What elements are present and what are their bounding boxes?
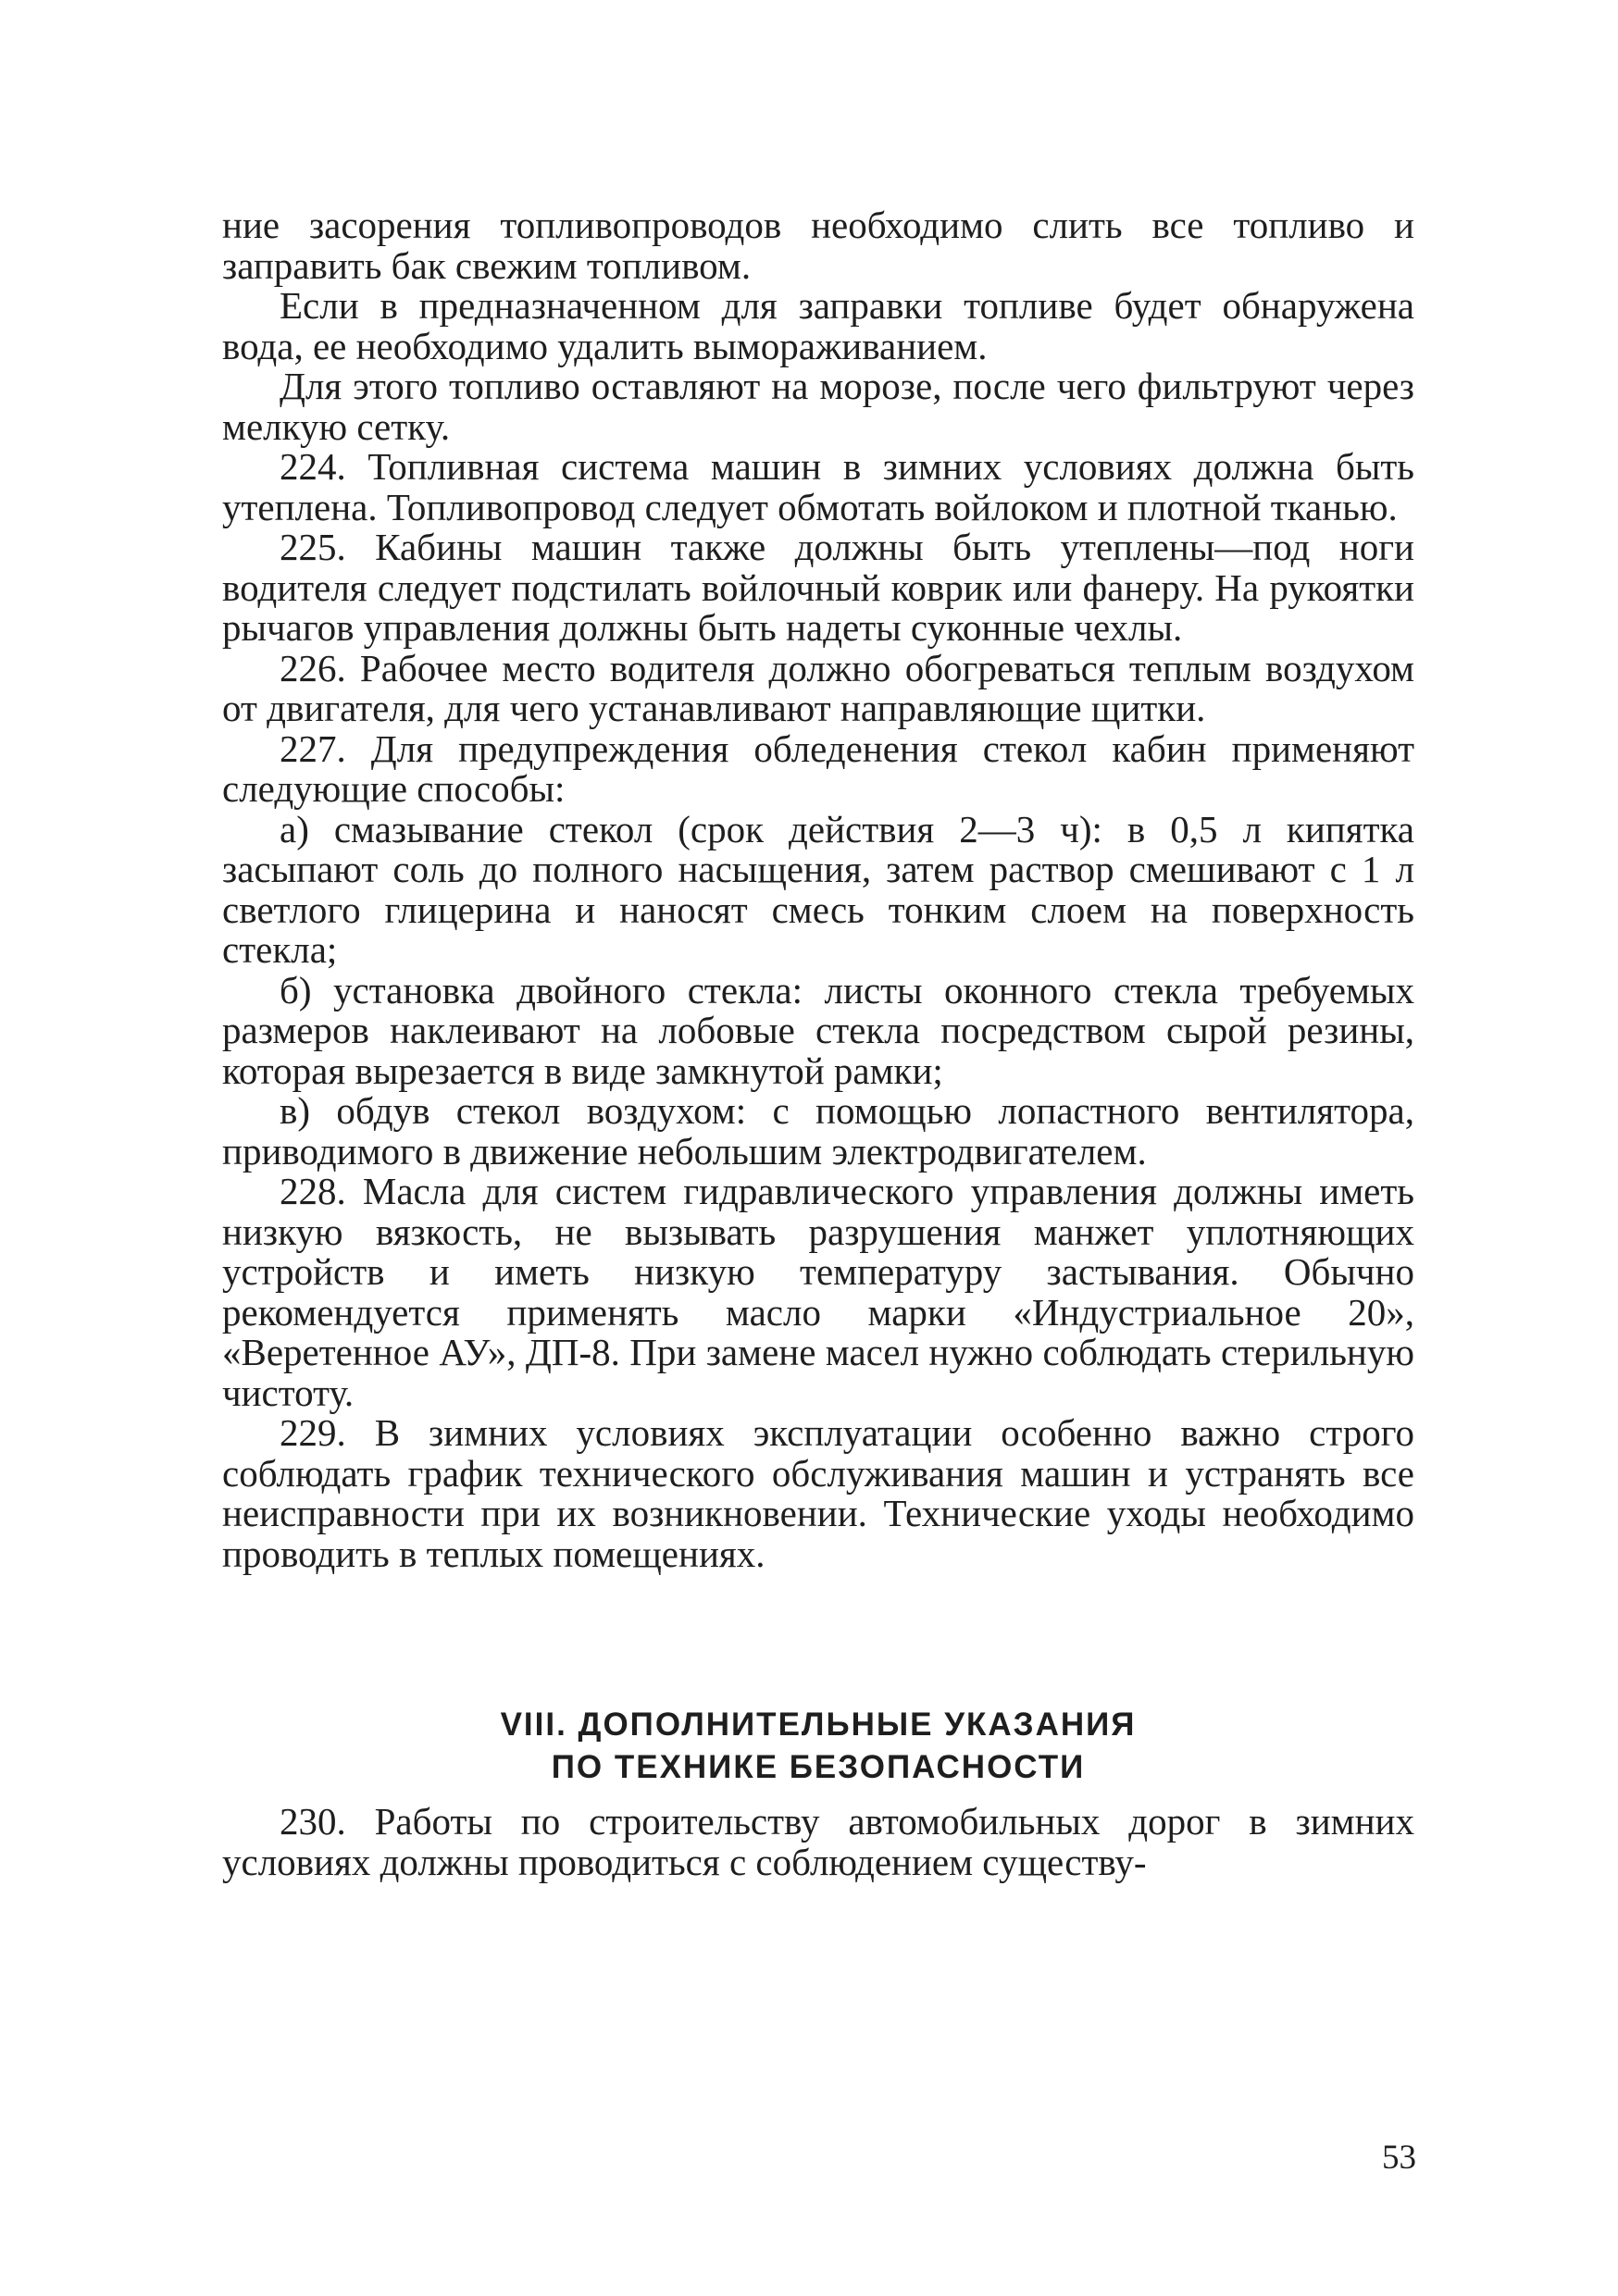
paragraph-225: 225. Кабины машин также должны быть утеплены—под ноги водителя следует подстилать войлочный коврик или фанеру. На рукоятки рычагов управления должны быть надеты суконные чехлы. <box>222 526 1414 649</box>
list-item-b: б) установка двойного стекла: листы оконного стекла требуемых размеров наклеивают на лобовые стекла посредством сырой резины, которая вырезается в виде замкнутой рамки; <box>222 968 1414 1092</box>
paragraph-228: 228. Масла для систем гидравлического управления должны иметь низкую вязкость, не вызывать разрушения манжет уплотняющих устройств и иметь низкую температуру застывания. Обычно рекомендуется применять масло марки «Индустриальное 20», «Веретенное АУ», ДП-8. При замене масел нужно соблюдать стерильную чистоту. <box>222 1170 1414 1414</box>
page-body <box>222 205 1414 1882</box>
paragraph-filtering: Для этого топливо оставляют на морозе, после чего фильтруют через мелкую сетку. <box>222 365 1414 448</box>
section-title-line-2: ПО ТЕХНИКЕ БЕЗОПАСНОСТИ <box>551 1749 1086 1785</box>
paragraph-continuation: ние засорения топливопроводов необходимо слить все топливо и заправить бак свежим топливом. <box>222 204 1414 287</box>
page-number: 53 <box>1382 2139 1416 2177</box>
paragraph-229: 229. В зимних условиях эксплуатации особенно важно строго соблюдать график технического обслуживания машин и устранять все неисправности при их возникновении. Технические уходы необходимо проводить в теплых помещениях. <box>222 1411 1414 1575</box>
paragraph-227: 227. Для предупреждения обледенения стекол кабин применяют следующие способы: <box>222 726 1414 810</box>
paragraph-226: 226. Рабочее место водителя должно обогреваться теплым воздухом от двигателя, для чего устанавливают направляющие щитки. <box>222 646 1414 729</box>
list-item-a: а) смазывание стекол (срок действия 2—3 ч): в 0,5 л кипятка засыпают соль до полного насыщения, затем раствор смешивают с 1 л светлого глицерина и наносят смесь тонким слоем на поверхность стекла; <box>222 807 1414 971</box>
paragraph-224: 224. Топливная система машин в зимних условиях должна быть утеплена. Топливопровод следует обмотать войлоком и плотной тканью. <box>222 445 1414 528</box>
paragraph-230: 230. Работы по строительству автомобильных дорог в зимних условиях должны проводиться с соблюдением существу- <box>222 1800 1414 1883</box>
paragraph-water-in-fuel: Если в предназначенном для заправки топливе будет обнаружена вода, ее необходимо удалить вымораживанием. <box>222 284 1414 367</box>
list-item-v: в) обдув стекол воздухом: с помощью лопастного вентилятора, приводимого в движение небольшим электродвигателем. <box>222 1089 1414 1173</box>
section-heading <box>222 1704 1414 1789</box>
section-title-line-1: VIII. ДОПОЛНИТЕЛЬНЫЕ УКАЗАНИЯ <box>500 1706 1137 1743</box>
